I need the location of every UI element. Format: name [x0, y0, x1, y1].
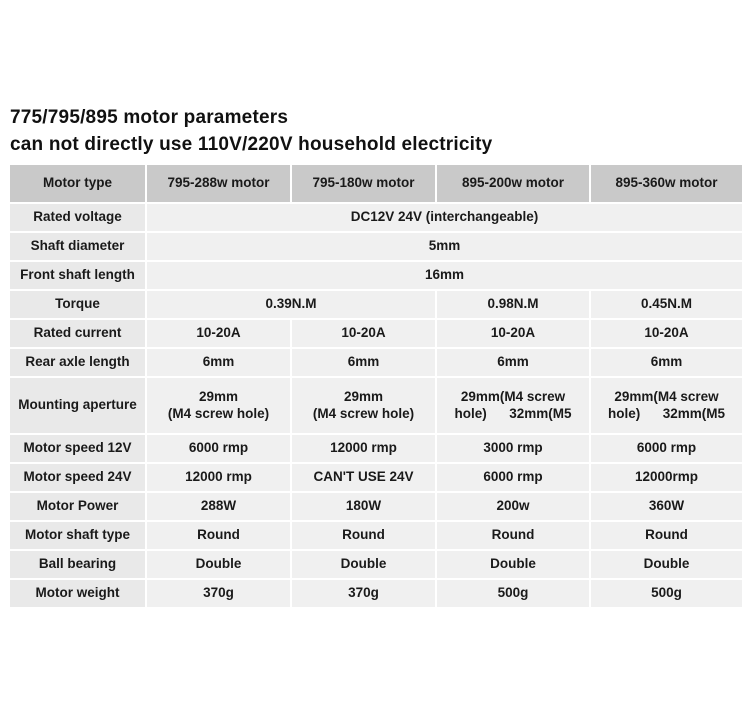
ball-bearing-value: Double: [147, 551, 290, 578]
mounting-aperture-value: [292, 378, 435, 433]
row-label-motor-shaft-type: Motor shaft type: [10, 522, 145, 549]
mounting-aperture-value: [147, 378, 290, 433]
motor-weight-value: 500g: [591, 580, 742, 607]
title-line-1: 775/795/895 motor parameters: [10, 107, 289, 128]
header-895-200w: 895-200w motor: [437, 165, 589, 202]
ball-bearing-value: Double: [437, 551, 589, 578]
header-895-360w: 895-360w motor: [591, 165, 742, 202]
motor-speed-12v-value: 6000 rmp: [591, 435, 742, 462]
row-label-motor-speed-24v: Motor speed 24V: [10, 464, 145, 491]
torque-value-895-360w: 0.45N.M: [591, 291, 742, 318]
rated-current-value: 10-20A: [292, 320, 435, 347]
front-shaft-length-value: 16mm: [147, 262, 742, 289]
title-line-2: can not directly use 110V/220V household electricity: [10, 134, 493, 155]
rated-current-value: 10-20A: [591, 320, 742, 347]
rated-voltage-value: DC12V 24V (interchangeable): [147, 204, 742, 231]
motor-power-value: 288W: [147, 493, 290, 520]
header-motor-type: Motor type: [10, 165, 145, 202]
motor-speed-24v-value: 6000 rmp: [437, 464, 589, 491]
mounting-aperture-line: (M4 screw hole): [312, 405, 415, 421]
motor-parameters-table: [10, 165, 746, 607]
shaft-diameter-value: 5mm: [147, 233, 742, 260]
row-label-rated-voltage: Rated voltage: [10, 204, 145, 231]
mounting-aperture-value: [591, 378, 742, 433]
motor-speed-24v-value: 12000rmp: [591, 464, 742, 491]
row-label-rated-current: Rated current: [10, 320, 145, 347]
row-label-ball-bearing: Ball bearing: [10, 551, 145, 578]
mounting-aperture-line: hole) 32mm(M5: [454, 405, 572, 421]
motor-weight-value: 370g: [147, 580, 290, 607]
motor-shaft-type-value: Round: [591, 522, 742, 549]
torque-value-895-200w: 0.98N.M: [437, 291, 589, 318]
rear-axle-length-value: 6mm: [591, 349, 742, 376]
motor-power-value: 200w: [437, 493, 589, 520]
motor-weight-value: 370g: [292, 580, 435, 607]
row-label-front-shaft-length: Front shaft length: [10, 262, 145, 289]
motor-shaft-type-value: Round: [292, 522, 435, 549]
mounting-aperture-line: hole) 32mm(M5: [607, 405, 726, 421]
rear-axle-length-value: 6mm: [437, 349, 589, 376]
rear-axle-length-value: 6mm: [292, 349, 435, 376]
row-label-motor-speed-12v: Motor speed 12V: [10, 435, 145, 462]
row-label-shaft-diameter: Shaft diameter: [10, 233, 145, 260]
mounting-aperture-value: [437, 378, 589, 433]
motor-speed-12v-value: 6000 rmp: [147, 435, 290, 462]
row-label-rear-axle-length: Rear axle length: [10, 349, 145, 376]
motor-power-value: 360W: [591, 493, 742, 520]
motor-power-value: 180W: [292, 493, 435, 520]
mounting-aperture-line: 29mm(M4 screw: [614, 388, 719, 404]
rated-current-value: 10-20A: [437, 320, 589, 347]
motor-shaft-type-value: Round: [147, 522, 290, 549]
mounting-aperture-line: 29mm: [343, 388, 384, 404]
row-label-mounting-aperture: Mounting aperture: [10, 378, 145, 433]
mounting-aperture-line: 29mm: [198, 388, 239, 404]
torque-value-795: 0.39N.M: [147, 291, 435, 318]
motor-speed-24v-value: CAN'T USE 24V: [292, 464, 435, 491]
motor-speed-24v-value: 12000 rmp: [147, 464, 290, 491]
motor-shaft-type-value: Round: [437, 522, 589, 549]
ball-bearing-value: Double: [292, 551, 435, 578]
row-label-motor-power: Motor Power: [10, 493, 145, 520]
row-label-motor-weight: Motor weight: [10, 580, 145, 607]
ball-bearing-value: Double: [591, 551, 742, 578]
header-795-288w: 795-288w motor: [147, 165, 290, 202]
rear-axle-length-value: 6mm: [147, 349, 290, 376]
mounting-aperture-line: (M4 screw hole): [167, 405, 270, 421]
rated-current-value: 10-20A: [147, 320, 290, 347]
row-label-torque: Torque: [10, 291, 145, 318]
header-795-180w: 795-180w motor: [292, 165, 435, 202]
motor-weight-value: 500g: [437, 580, 589, 607]
motor-speed-12v-value: 3000 rmp: [437, 435, 589, 462]
mounting-aperture-line: 29mm(M4 screw: [460, 388, 566, 404]
motor-speed-12v-value: 12000 rmp: [292, 435, 435, 462]
